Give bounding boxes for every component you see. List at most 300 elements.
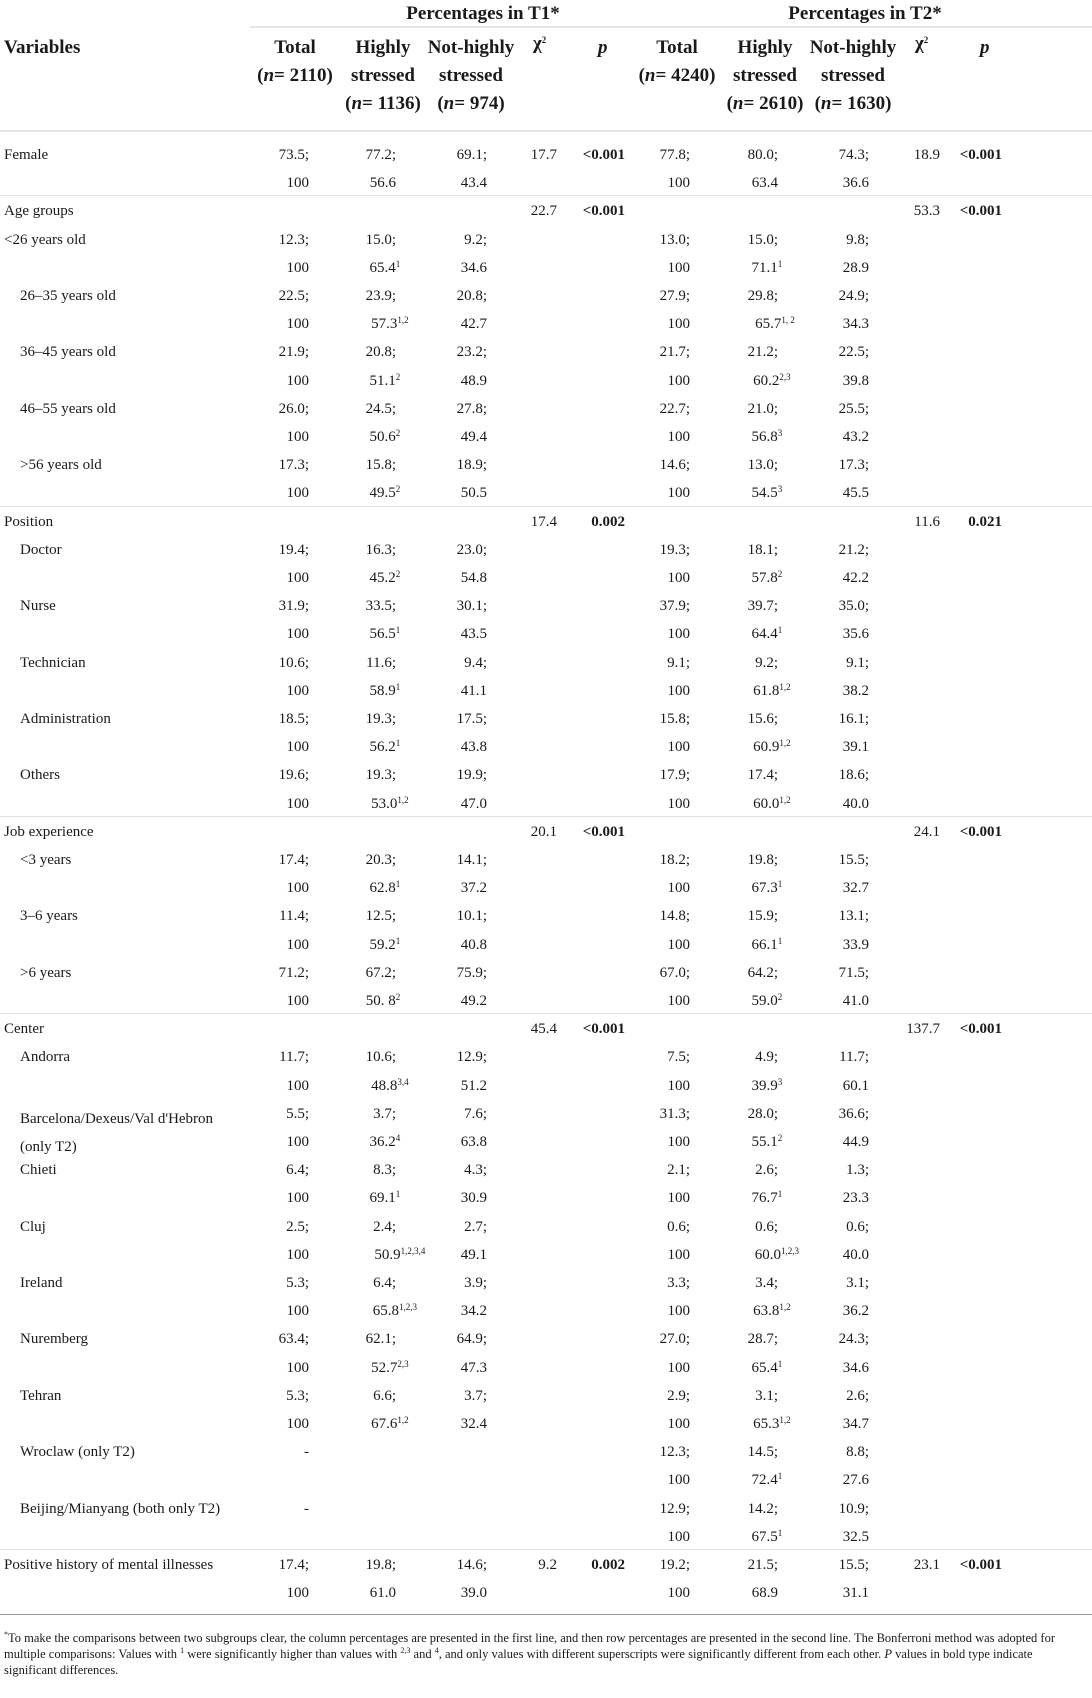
t2-value-cell [660, 287, 690, 305]
t2-value-cell [748, 597, 778, 615]
cell-value: 19.3; [365, 767, 396, 783]
t2-value-cell [751, 625, 782, 643]
t2-value-cell [668, 625, 691, 643]
row-separator [0, 1549, 1092, 1550]
cell-value: 36.6 [842, 175, 869, 191]
t1-value-cell [369, 428, 400, 446]
significance-superscript: 1 [395, 682, 401, 692]
t2-total-header: Total (n= 4240) [638, 37, 716, 86]
cell-value: 76.7 [751, 1190, 778, 1206]
t1-value-cell [279, 146, 309, 164]
cell-value: 26.0; [278, 401, 309, 417]
cell-value: 100 [286, 175, 309, 191]
row-label: Tehran [20, 1388, 62, 1404]
t1-value-cell [461, 1415, 487, 1433]
cell-value: 77.8; [659, 147, 690, 163]
t2-value-cell [748, 400, 778, 418]
cell-value: 100 [286, 1134, 309, 1150]
t2-chi2-cell: 137.7 [906, 1021, 940, 1037]
row-label: 36–45 years old [20, 344, 116, 360]
t1-value-cell [366, 964, 396, 982]
t1-value-cell [457, 1330, 487, 1348]
cell-value: 100 [667, 1472, 690, 1488]
t2-value-cell [668, 1471, 691, 1489]
t2-value-cell [660, 1443, 690, 1461]
cell-value: 10.9; [838, 1501, 869, 1517]
t1-value-cell [461, 682, 487, 700]
cell-value: 23.3 [842, 1190, 869, 1206]
significance-superscript: 1 [777, 879, 783, 889]
t1-value-cell [464, 1161, 487, 1179]
cell-value: 67.3 [751, 880, 778, 896]
t2-value-cell [748, 710, 778, 728]
t2-value-cell [660, 1330, 690, 1348]
cell-value: 63.8 [753, 1303, 780, 1319]
t2-value-cell [748, 1556, 778, 1574]
t1-value-cell [287, 738, 310, 756]
cell-value: 100 [286, 937, 309, 953]
cell-value: 62.8 [369, 880, 396, 896]
cell-value: 100 [286, 626, 309, 642]
t2-value-cell [668, 738, 691, 756]
t1-value-cell [287, 484, 310, 502]
t2-value-cell [843, 569, 869, 587]
cell-value: 100 [667, 1190, 690, 1206]
cell-value: 100 [667, 570, 690, 586]
t2-value-cell [660, 456, 690, 474]
significance-superscript: 1 [777, 1359, 783, 1369]
t1-value-cell [366, 710, 396, 728]
t2-value-cell [753, 738, 791, 756]
cell-value: 77.2; [365, 147, 396, 163]
t1-value-cell [373, 1387, 396, 1405]
t1-value-cell [286, 1218, 309, 1236]
cell-value: 100 [667, 485, 690, 501]
cell-value: 35.6 [842, 626, 869, 642]
cell-value: 60.0 [753, 796, 780, 812]
cell-value: 47.3 [460, 1360, 487, 1376]
cell-value: 31.3; [659, 1106, 690, 1122]
t2-value-cell [755, 1246, 799, 1264]
cell-value: 36.2 [369, 1134, 396, 1150]
t2-value-cell [667, 1387, 690, 1405]
t1-value-cell [457, 146, 487, 164]
cell-value: 49.2 [460, 993, 487, 1009]
cell-value: 65.7 [755, 316, 782, 332]
t2-value-cell [667, 1048, 690, 1066]
cell-value: 49.5 [369, 485, 396, 501]
t2-value-cell [843, 428, 869, 446]
row-label: Female [4, 147, 49, 163]
cell-value: 12.5; [365, 908, 396, 924]
cell-value: 19.3; [659, 542, 690, 558]
cell-value: 39.0 [460, 1585, 487, 1601]
cell-value: 15.5; [838, 852, 869, 868]
t1-value-cell [369, 259, 400, 277]
t1-value-cell [366, 343, 396, 361]
cell-value: 3.9; [464, 1275, 487, 1291]
significance-superscript: 1 [395, 625, 401, 635]
cell-value: 37.2 [460, 880, 487, 896]
t2-value-cell [751, 1189, 782, 1207]
t1-value-cell [373, 1218, 396, 1236]
cell-value: 100 [667, 880, 690, 896]
header-bottom-rule [0, 130, 1092, 132]
t1-value-cell [461, 795, 487, 813]
t1-value-cell [457, 1556, 487, 1574]
cell-value: 15.8; [659, 711, 690, 727]
t1-value-cell [366, 1048, 396, 1066]
cell-value: 100 [286, 570, 309, 586]
cell-value: 48.8 [371, 1078, 398, 1094]
t1-value-cell [287, 1246, 310, 1264]
significance-superscript: 3 [777, 1077, 783, 1087]
cell-value: 11.4; [279, 908, 309, 924]
t1-value-cell [279, 456, 309, 474]
row-label: Others [20, 767, 60, 783]
cell-value: 10.6; [278, 655, 309, 671]
t1-value-cell [287, 625, 310, 643]
cell-value: 22.7; [659, 401, 690, 417]
t1-value-cell [369, 738, 400, 756]
t2-value-cell [846, 1161, 869, 1179]
t2-value-cell [751, 936, 782, 954]
cell-value: 21.5; [747, 1557, 778, 1573]
cell-value: 2.6; [755, 1162, 778, 1178]
t1-value-cell [366, 851, 396, 869]
significance-superscript: 1,2,3,4 [400, 1246, 426, 1256]
t1-value-cell [371, 1359, 409, 1377]
t1-value-cell [286, 1105, 309, 1123]
cell-value: 56.8 [751, 429, 778, 445]
t1-value-cell [366, 1330, 396, 1348]
cell-value: 39.7; [747, 598, 778, 614]
t1-value-cell [287, 1359, 310, 1377]
t2-value-cell [846, 1443, 869, 1461]
t1-value-cell [461, 484, 487, 502]
cell-value: 30.9 [460, 1190, 487, 1206]
cell-value: 62.1; [365, 1331, 396, 1347]
cell-value: 9.4; [464, 655, 487, 671]
cell-value: 18.1; [747, 542, 778, 558]
cell-value: 100 [286, 683, 309, 699]
cell-value: 100 [667, 1303, 690, 1319]
t2-value-cell [839, 146, 869, 164]
cell-value: 17.4; [747, 767, 778, 783]
significance-superscript: 1 [395, 259, 401, 269]
row-label: Job experience [4, 824, 94, 840]
t1-value-cell [366, 654, 396, 672]
cell-value: 2.9; [667, 1388, 690, 1404]
cell-value: 39.8 [842, 373, 869, 389]
t2-value-cell [748, 907, 778, 925]
t1-value-cell [279, 231, 309, 249]
cell-value: 9.1; [667, 655, 690, 671]
row-label: Nuremberg [20, 1331, 89, 1347]
cell-value: 13.0; [747, 457, 778, 473]
t1-value-cell [461, 259, 487, 277]
cell-value: 42.2 [842, 570, 869, 586]
t1-value-cell [464, 654, 487, 672]
row-label: Center [4, 1021, 44, 1037]
cell-value: 28.0; [747, 1106, 778, 1122]
cell-value: 19.2; [659, 1557, 690, 1573]
t2-value-cell [668, 1133, 691, 1151]
cell-value: 2.6; [846, 1388, 869, 1404]
t1-value-cell [464, 1105, 487, 1123]
cell-value: 25.5; [838, 401, 869, 417]
cell-value: 5.3; [286, 1275, 309, 1291]
cell-value: 100 [667, 429, 690, 445]
t2-value-cell [753, 1302, 791, 1320]
t2-value-cell [839, 1556, 869, 1574]
cell-value: 51.2 [460, 1078, 487, 1094]
cell-value: 23.2; [456, 344, 487, 360]
t1-value-cell [287, 174, 310, 192]
t1-value-cell [279, 710, 309, 728]
t2-value-cell [668, 1246, 691, 1264]
t2-value-cell [843, 174, 869, 192]
cell-value: 67.0; [659, 965, 690, 981]
row-label: Beijing/Mianyang (both only T2) [20, 1501, 221, 1517]
cell-value: 9.2; [755, 655, 778, 671]
cell-value: 18.2; [659, 852, 690, 868]
cell-value: 36.2 [842, 1303, 869, 1319]
t1-chi2-cell: 17.4 [530, 514, 557, 530]
t1-p-cell: <0.001 [582, 147, 625, 163]
t1-value-cell [287, 1584, 310, 1602]
t1-value-cell [457, 541, 487, 559]
cell-value: 15.9; [747, 908, 778, 924]
row-separator [0, 1013, 1092, 1014]
cell-value: 100 [667, 1585, 690, 1601]
t2-value-cell [846, 654, 869, 672]
cell-value: 100 [667, 175, 690, 191]
t2-value-cell [668, 682, 691, 700]
t2-chi2-header: $\chi^2$ [915, 33, 929, 54]
t1-value-cell [373, 1105, 396, 1123]
row-label: Ireland [20, 1275, 63, 1291]
cell-value: 100 [286, 429, 309, 445]
t1-value-cell [371, 1415, 409, 1433]
t2-p-cell: 0.021 [968, 514, 1002, 530]
cell-value: 69.1 [369, 1190, 396, 1206]
t2-value-cell [755, 654, 778, 672]
t1-value-cell [279, 851, 309, 869]
t2-value-cell [843, 625, 869, 643]
cell-value: 15.8; [365, 457, 396, 473]
t2-value-cell [660, 343, 690, 361]
cell-value: 57.8 [751, 570, 778, 586]
cell-value: 27.9; [659, 288, 690, 304]
cell-value: 21.9; [278, 344, 309, 360]
row-label: Position [4, 514, 54, 530]
t1-p-cell: 0.002 [591, 514, 625, 530]
cell-value: 100 [667, 626, 690, 642]
t2-value-cell [839, 766, 869, 784]
t1-value-cell [279, 400, 309, 418]
cell-value: 31.1 [842, 1585, 869, 1601]
t1-value-cell [457, 456, 487, 474]
t1-value-cell [457, 851, 487, 869]
t2-value-cell [668, 1359, 691, 1377]
significance-superscript: 1,2 [779, 795, 791, 805]
cell-value: 100 [286, 880, 309, 896]
cell-value: 22.5; [838, 344, 869, 360]
cell-value: 24.9; [838, 288, 869, 304]
t1-total-header: Total (n= 2110) [257, 37, 333, 86]
t2-value-cell [843, 1189, 869, 1207]
cell-value: 43.4 [460, 175, 487, 191]
t1-value-cell [461, 1133, 487, 1151]
cell-value: 100 [667, 1078, 690, 1094]
cell-value: 34.2 [460, 1303, 487, 1319]
t2-value-cell [668, 569, 691, 587]
cell-value: 5.5; [286, 1106, 309, 1122]
t2-value-cell [751, 992, 782, 1010]
t1-value-cell [286, 1274, 309, 1292]
t1-value-cell [287, 992, 310, 1010]
t2-chi2-cell: 18.9 [913, 147, 940, 163]
t1-value-cell [464, 231, 487, 249]
t1-value-cell [287, 1189, 310, 1207]
cell-value: 8.8; [846, 1444, 869, 1460]
cell-value: 11.6; [366, 655, 396, 671]
row-separator [0, 816, 1092, 817]
t2-value-cell [843, 682, 869, 700]
cell-value: 18.9; [456, 457, 487, 473]
t1-value-cell [371, 315, 409, 333]
t2-value-cell [668, 992, 691, 1010]
cell-value: 50.5 [460, 485, 487, 501]
cell-value: 15.0; [365, 232, 396, 248]
t1-value-cell [304, 1500, 309, 1518]
cell-value: 24.5; [365, 401, 396, 417]
t1-p-header: p [598, 37, 608, 58]
t2-value-cell [751, 484, 782, 502]
t1-value-cell [279, 964, 309, 982]
t2-value-cell [843, 1528, 869, 1546]
t2-value-cell [843, 372, 869, 390]
cell-value: 54.8 [460, 570, 487, 586]
cell-value: 15.5; [838, 1557, 869, 1573]
t1-value-cell [279, 343, 309, 361]
t1-value-cell [373, 1302, 417, 1320]
cell-value: 100 [667, 316, 690, 332]
cell-value: 11.7; [279, 1049, 309, 1065]
cell-value: 58.9 [369, 683, 396, 699]
cell-value: 4.3; [464, 1162, 487, 1178]
cell-value: 40.8 [460, 937, 487, 953]
t2-value-cell [751, 1077, 782, 1095]
significance-superscript: 2,3 [779, 372, 791, 382]
cell-value: 64.2; [747, 965, 778, 981]
t1-value-cell [366, 287, 396, 305]
row-label: Cluj [20, 1219, 46, 1235]
row-label: Barcelona/Dexeus/Val d'Hebron (only T2) [20, 1111, 214, 1155]
cell-value: 71.1 [751, 260, 778, 276]
cell-value: 40.0 [842, 796, 869, 812]
cell-value: 10.1; [456, 908, 487, 924]
t1-value-cell [369, 936, 400, 954]
cell-value: 50.6 [369, 429, 396, 445]
t2-value-cell [668, 315, 691, 333]
t2-value-cell [660, 964, 690, 982]
t2-highly-header: Highly stressed (n= 2610) [726, 37, 804, 114]
t1-value-cell [366, 456, 396, 474]
t1-value-cell [461, 569, 487, 587]
t1-value-cell [457, 400, 487, 418]
cell-value: 32.7 [842, 880, 869, 896]
row-label: 3–6 years [20, 908, 78, 924]
cell-value: 9.1; [846, 655, 869, 671]
cell-value: 14.6; [659, 457, 690, 473]
significance-superscript: 1 [395, 1189, 401, 1199]
cell-value: 39.1 [842, 739, 869, 755]
t1-value-cell [461, 372, 487, 390]
significance-superscript: 1,2,3 [781, 1246, 799, 1256]
t1-value-cell [373, 1274, 396, 1292]
t1-value-cell [279, 654, 309, 672]
t1-value-cell [287, 315, 310, 333]
t1-value-cell [457, 597, 487, 615]
t2-value-cell [839, 851, 869, 869]
t1-value-cell [461, 1359, 487, 1377]
t1-value-cell [279, 766, 309, 784]
t2-value-cell [839, 1500, 869, 1518]
significance-superscript: 1,2,3 [399, 1302, 417, 1312]
significance-superscript: 2 [777, 992, 783, 1002]
t1-p-cell: <0.001 [582, 1021, 625, 1037]
t1-value-cell [279, 287, 309, 305]
t1-value-cell [461, 936, 487, 954]
cell-value: 100 [286, 993, 309, 1009]
t1-value-cell [366, 992, 401, 1010]
row-label: Technician [20, 655, 86, 671]
t1-p-cell: 0.002 [591, 1557, 625, 1573]
t1-value-cell [287, 682, 310, 700]
t1-value-cell [461, 1077, 487, 1095]
t2-value-cell [843, 1359, 869, 1377]
t1-value-cell [366, 231, 396, 249]
cell-value: 19.8; [365, 1557, 396, 1573]
cell-value: 100 [667, 373, 690, 389]
t2-p-cell: <0.001 [959, 824, 1002, 840]
t2-chi2-cell: 23.1 [913, 1557, 940, 1573]
t2-value-cell [668, 879, 691, 897]
t1-not-highly-header: Not-highly stressed (n= 974) [427, 37, 515, 114]
t2-value-cell [843, 1133, 869, 1151]
cell-value: 38.2 [842, 683, 869, 699]
cell-value: 56.2 [369, 739, 396, 755]
t1-value-cell [370, 1584, 396, 1602]
t2-value-cell [748, 343, 778, 361]
t2-value-cell [748, 541, 778, 559]
cell-value: 43.2 [842, 429, 869, 445]
cell-value: 17.4; [278, 852, 309, 868]
t1-value-cell [369, 1133, 400, 1151]
t2-value-cell [668, 428, 691, 446]
cell-value: 68.9 [751, 1585, 778, 1601]
significance-superscript: 1 [777, 1471, 783, 1481]
cell-value: 36.6; [838, 1106, 869, 1122]
cell-value: 17.3; [838, 457, 869, 473]
cell-value: 47.0 [460, 796, 487, 812]
t1-value-cell [366, 400, 396, 418]
t1-p-cell: <0.001 [582, 203, 625, 219]
significance-superscript: 1 [395, 879, 401, 889]
t2-value-cell [667, 1161, 690, 1179]
